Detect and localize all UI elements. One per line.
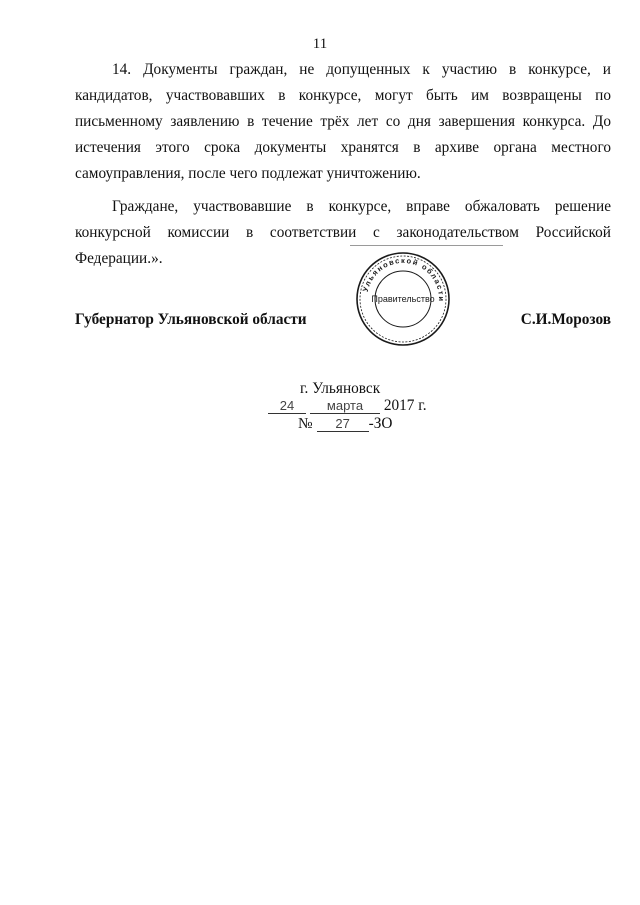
- city-line: г. Ульяновск: [300, 380, 381, 397]
- date-day: 24: [268, 398, 306, 414]
- date-month: марта: [310, 398, 380, 414]
- law-number-suffix: -ЗО: [368, 415, 393, 432]
- separator-line: [350, 245, 503, 246]
- date-year: 2017 г.: [383, 397, 427, 414]
- page-number: 11: [312, 36, 328, 52]
- governor-title: Губернатор Ульяновской области: [75, 311, 307, 328]
- seal-center-text: Правительство: [371, 294, 435, 304]
- seal-ring-text: Ульяновской области: [360, 255, 447, 303]
- date-line: [268, 397, 427, 415]
- paragraph-appeal-right: Граждане, участвовавшие в конкурсе, вправе обжаловать решение конкурсной комиссии в соответствии с законодательством Российской Федерации.».: [75, 198, 611, 267]
- law-number: 27: [317, 416, 369, 432]
- document-body: [75, 57, 611, 272]
- governor-name: С.И.Морозов: [520, 311, 611, 328]
- number-sign: №: [298, 415, 313, 432]
- paragraph-documents-return: 14. Документы граждан, не допущенных к участию в конкурсе, и кандидатов, участвовавших в конкурсе, могут быть им возвращены по письменному заявлению в течение трёх лет со дня завершения конкурса. До истечения этого срока документы хранятся в архиве органа местного самоуправления, после чего подлежат уничтожению.: [75, 61, 611, 182]
- law-number-line: [298, 415, 392, 433]
- official-seal: [355, 251, 451, 347]
